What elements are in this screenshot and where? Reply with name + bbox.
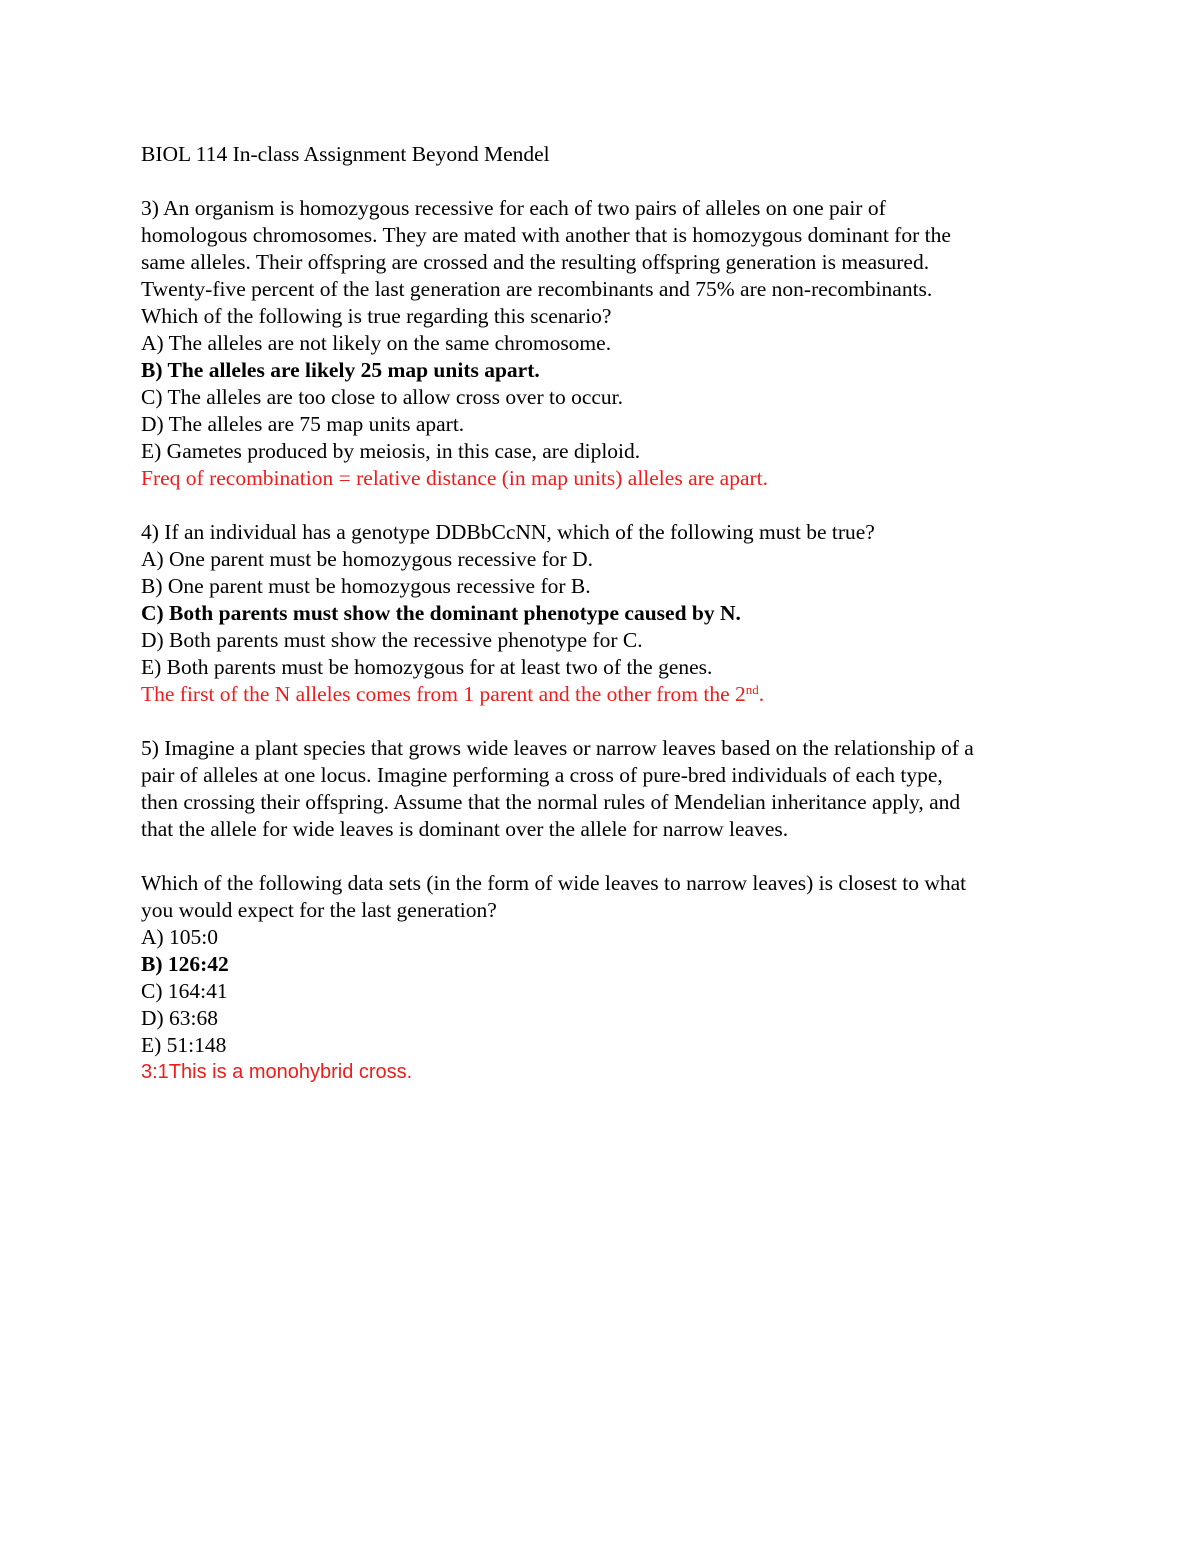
question-4-note-superscript: nd xyxy=(745,682,759,697)
question-5-option-c: C) 164:41 xyxy=(141,979,228,1003)
question-3-stem-line: homologous chromosomes. They are mated with another that is homozygous dominant for the xyxy=(141,223,951,247)
question-4-note-text: The first of the N alleles comes from 1 parent and the other from the 2 xyxy=(141,682,746,706)
question-5-option-e: E) 51:148 xyxy=(141,1033,227,1057)
question-5-option-a: A) 105:0 xyxy=(141,925,219,949)
question-3-stem-line: same alleles. Their offspring are crossed and the resulting offspring generation is measured. xyxy=(141,250,930,274)
question-4-option-b: B) One parent must be homozygous recessive for B. xyxy=(141,574,591,598)
question-3-answer-note: Freq of recombination = relative distance (in map units) alleles are apart. xyxy=(141,466,769,490)
question-3-option-c: C) The alleles are too close to allow cross over to occur. xyxy=(141,385,624,409)
question-5-stem-line: 5) Imagine a plant species that grows wide leaves or narrow leaves based on the relationship of a xyxy=(141,736,974,760)
question-4-stem-line: 4) If an individual has a genotype DDBbCcNN, which of the following must be true? xyxy=(141,520,875,544)
question-5-prompt-line: Which of the following data sets (in the form of wide leaves to narrow leaves) is closest to what xyxy=(141,871,967,895)
question-3-option-a: A) The alleles are not likely on the same chromosome. xyxy=(141,331,612,355)
question-3 xyxy=(141,195,1071,492)
question-5-stem-line: that the allele for wide leaves is dominant over the allele for narrow leaves. xyxy=(141,817,789,841)
question-3-option-b-correct: B) The alleles are likely 25 map units apart. xyxy=(141,358,540,382)
question-3-option-d: D) The alleles are 75 map units apart. xyxy=(141,412,465,436)
question-5-option-d: D) 63:68 xyxy=(141,1006,219,1030)
question-5-stem-line: then crossing their offspring. Assume that the normal rules of Mendelian inheritance apply, and xyxy=(141,790,961,814)
spacer xyxy=(141,843,1071,870)
question-3-option-e: E) Gametes produced by meiosis, in this case, are diploid. xyxy=(141,439,641,463)
question-4-answer-note xyxy=(141,681,1071,708)
question-4-option-c-correct: C) Both parents must show the dominant phenotype caused by N. xyxy=(141,601,741,625)
question-4-option-e: E) Both parents must be homozygous for at least two of the genes. xyxy=(141,655,713,679)
question-5-option-b-correct: B) 126:42 xyxy=(141,952,229,976)
document-title: BIOL 114 In-class Assignment Beyond Mendel xyxy=(141,142,550,166)
question-4 xyxy=(141,519,1071,708)
question-5-prompt-line: you would expect for the last generation? xyxy=(141,898,497,922)
spacer xyxy=(141,708,1071,735)
question-5 xyxy=(141,735,1071,1086)
question-3-stem-line: 3) An organism is homozygous recessive for each of two pairs of alleles on one pair of xyxy=(141,196,886,220)
spacer xyxy=(141,492,1071,519)
question-4-option-a: A) One parent must be homozygous recessive for D. xyxy=(141,547,593,571)
spacer xyxy=(141,168,1071,195)
question-3-stem-line: Twenty-five percent of the last generation are recombinants and 75% are non-recombinants. xyxy=(141,277,933,301)
question-4-option-d: D) Both parents must show the recessive phenotype for C. xyxy=(141,628,643,652)
document-page xyxy=(141,141,1071,1086)
question-5-answer-note: 3:1This is a monohybrid cross. xyxy=(141,1061,413,1083)
question-5-stem-line: pair of alleles at one locus. Imagine performing a cross of pure-bred individuals of each type, xyxy=(141,763,943,787)
question-3-stem-line: Which of the following is true regarding this scenario? xyxy=(141,304,612,328)
question-4-note-end: . xyxy=(758,682,765,706)
